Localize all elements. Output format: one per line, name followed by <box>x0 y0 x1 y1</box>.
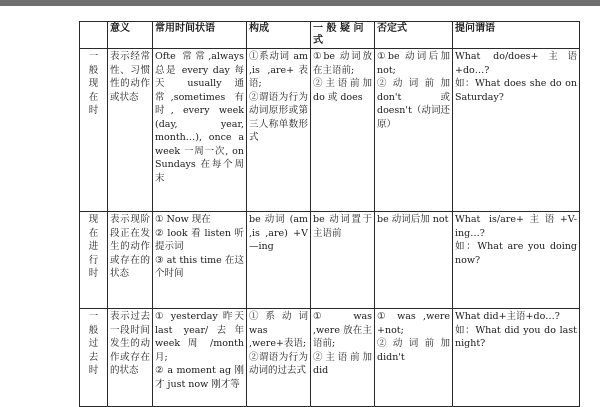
time-adverbials-cell: ① Now 现在 ② look 看 listen 听提示词 ③ at this time 在这个时间 <box>153 212 247 309</box>
header-row <box>80 22 580 49</box>
time-adverbials-cell: ① yesterday 昨天 last year/去年 week 周 /month 月; ② a moment ag 刚才 just now 刚才等 <box>153 309 247 407</box>
header-meaning: 意义 <box>108 22 153 49</box>
ask-predicate-cell: What is/are+主语+V-ing…? 如：What are you doing now? <box>453 212 580 309</box>
meaning-cell: 表示经常性、习惯性的动作或状态 <box>108 49 153 212</box>
meaning-cell: 表示过去一段时间发生的动作或存在的状态 <box>108 309 153 407</box>
tense-label: 一 般 过 去 时 <box>80 309 108 407</box>
header-question: 一 般 疑 问 式 <box>311 22 375 49</box>
ask-predicate-cell: What do/does+主语+do…? 如：What does she do on Saturday? <box>453 49 580 212</box>
grammar-tense-table <box>79 21 580 407</box>
header-time-adverbials: 常用时间状语 <box>153 22 247 49</box>
meaning-cell: 表示现阶段正在发生的动作或存在的状态 <box>108 212 153 309</box>
negative-cell: ① was ,were +not; ②动词前加 didn't <box>375 309 453 407</box>
question-cell: ①be 动词放在主语前; ②主语前加 do 或 does <box>311 49 375 212</box>
negative-cell: be 动词后加 not <box>375 212 453 309</box>
negative-cell: ①be 动词后加 not; ②动词前加 don't 或 doesn't（动词还原） <box>375 49 453 212</box>
question-cell: be 动词置于主语前 <box>311 212 375 309</box>
header-ask-predicate: 提问谓语 <box>453 22 580 49</box>
form-cell: ①系动词 am ,is ,are+表语; ②谓语为行为动词原形或第三人称单数形式 <box>247 49 311 212</box>
time-adverbials-cell: Ofte 常常,always 总是 every day 每天 usually 通常,sometimes 有时, every week (day, year, month…), once a week 一周一次, on Sundays 在每个周末 <box>153 49 247 212</box>
ask-predicate-cell: What did+主语+do…? 如：What did you do last night? <box>453 309 580 407</box>
header-form: 构成 <box>247 22 311 49</box>
row-simple-present <box>80 49 580 212</box>
header-negative: 否定式 <box>375 22 453 49</box>
form-cell: be 动词 (am ,is ,are) +V—ing <box>247 212 311 309</box>
tense-label: 一 般 现 在 时 <box>80 49 108 212</box>
top-border-strip <box>0 0 600 6</box>
form-cell: ①系动词 was ,were+表语; ②谓语为行为动词的过去式 <box>247 309 311 407</box>
row-present-continuous <box>80 212 580 309</box>
header-corner <box>80 22 108 49</box>
question-cell: ① was ,were 放在主语前; ②主语前加 did <box>311 309 375 407</box>
row-simple-past <box>80 309 580 407</box>
tense-label: 现 在 进 行 时 <box>80 212 108 309</box>
